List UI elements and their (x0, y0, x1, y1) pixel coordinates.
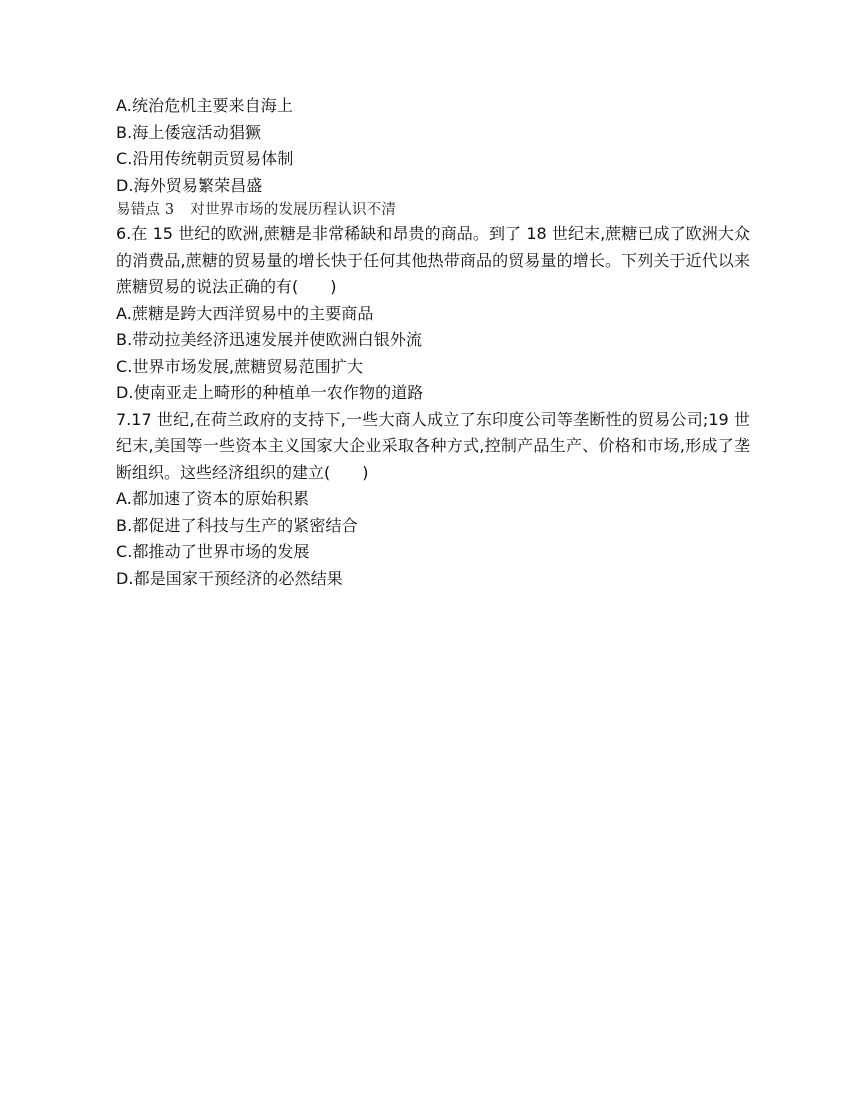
section-label: 易错点 3 (116, 202, 175, 218)
q7-option-a: A.都加速了资本的原始积累 (116, 489, 310, 508)
section-heading (116, 199, 756, 221)
q6-option-c: C.世界市场发展,蔗糖贸易范围扩大 (116, 356, 364, 376)
q5-option-b: B.海上倭寇活动猖獗 (116, 122, 262, 142)
q5-option-d: D.海外贸易繁荣昌盛 (116, 175, 263, 195)
q7-stem: 7.17 世纪,在荷兰政府的支持下,一些大商人成立了东印度公司等垄断性的贸易公司;19 世纪末,美国等一些资本主义国家大企业采取各种方式,控制产品生产、价格和市场,形成了垄断组织。这些经济组织的建立( ) (116, 409, 750, 482)
q6-option-d: D.使南亚走上畸形的种植单一农作物的道路 (116, 383, 424, 402)
q7-option-d: D.都是国家干预经济的必然结果 (116, 568, 343, 588)
q6-stem: 6.在 15 世纪的欧洲,蔗糖是非常稀缺和昂贵的商品。到了 18 世纪末,蔗糖已成了欧洲大众的消费品,蔗糖的贸易量的增长快于任何其他热带商品的贸易量的增长。下列关于近代以来蔗糖贸易的说法正确的有( ) (116, 224, 750, 296)
q5-option-c: C.沿用传统朝贡贸易体制 (116, 149, 294, 168)
document-page (116, 93, 756, 592)
section-title: 对世界市场的发展历程认识不清 (190, 202, 397, 218)
q6-option-b: B.带动拉美经济迅速发展并使欧洲白银外流 (116, 330, 423, 349)
q6-option-a: A.蔗糖是跨大西洋贸易中的主要商品 (116, 303, 374, 323)
q7-option-b: B.都促进了科技与生产的紧密结合 (116, 515, 358, 535)
q7-option-c: C.都推动了世界市场的发展 (116, 542, 310, 561)
q5-option-a: A.统治危机主要来自海上 (116, 96, 293, 115)
